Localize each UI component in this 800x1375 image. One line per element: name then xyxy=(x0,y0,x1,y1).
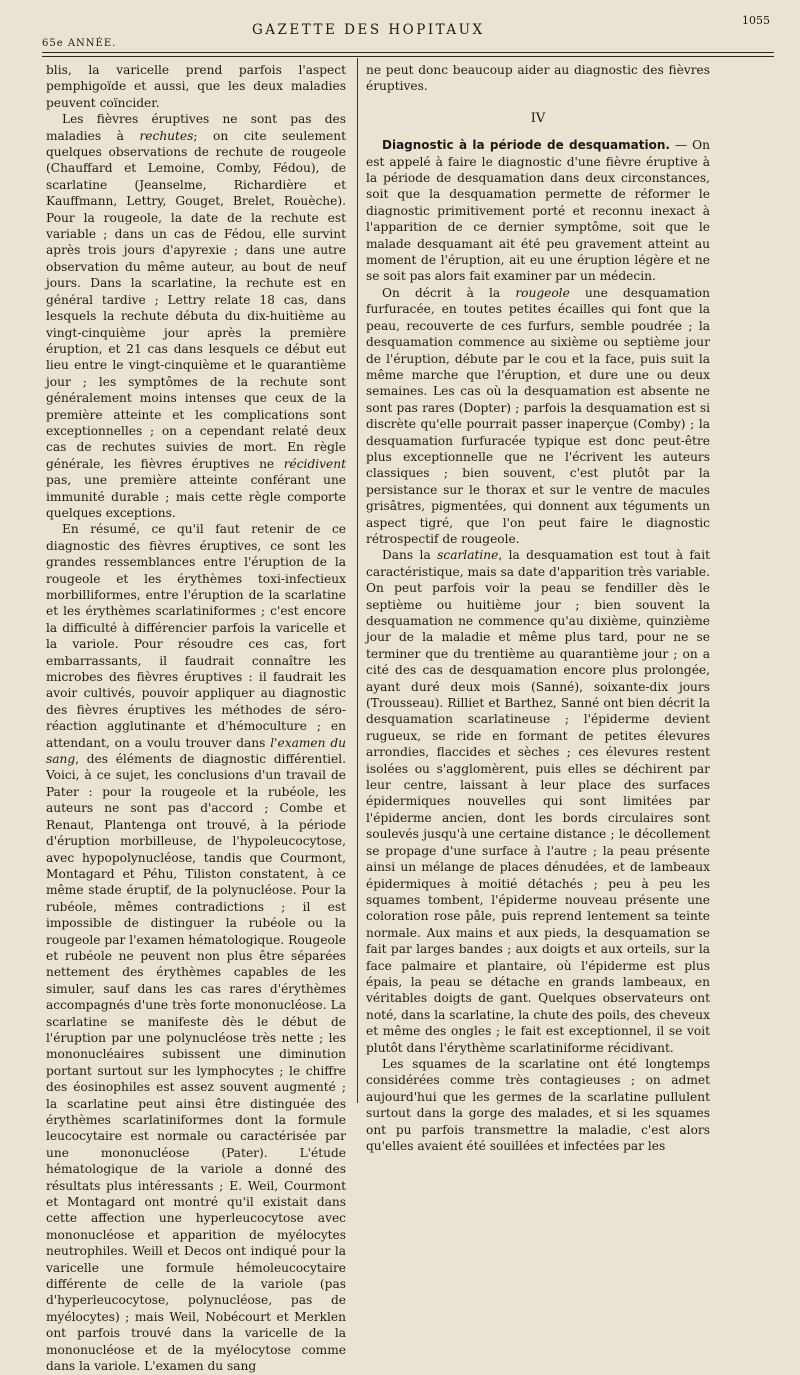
right-paragraph-1: ne peut donc beaucoup aider au diagnostic des fièvres éruptives. xyxy=(366,63,710,94)
emphasis-rechutes: rechutes xyxy=(139,128,194,143)
header-rule-bottom xyxy=(42,56,774,57)
right-paragraph-4: Dans la scarlatine, la desquamation est tout à fait caractéristique, mais sa date d'apparition très variable. On peut parfois voir la peau se fendiller dès le septième ou huitième jour ; bien souvent la desquamation ne commence qu'au dixième, quinzième jour de la maladie et même plus tard, pour ne se terminer que du trentième au quarantième jour ; on a cité des cas de desquamation encore plus prolongée, ayant duré deux mois (Sanné), soixante-dix jours (Trousseau). Rilliet et Barthez, Sanné ont bien décrit la desquamation scarlatineuse ; l'épiderme devient rugueux, se ride en formant de petites élevures arrondies, flaccides et sèches ; ces élevures restent isolées ou s'agglomèrent, puis elles se déchirent par leur centre, laissant à leur place des surfaces épidermiques nouvelles qui sont limitées par l'épiderme ancien, dont les bords circulaires sont soulevés jusqu'à une certaine distance ; le décollement se propage d'une surface à l'autre ; la peau présente ainsi un mélange de places dénudées, et de lambeaux épidermiques à moitié détachés ; peu à peu les squames tombent, l'épiderme nouveau présente une coloration rose pâle, puis reprend lentement sa teinte normale. Aux mains et aux pieds, la desquamation se fait par larges bandes ; aux doigts et aux orteils, sur la face palmaire et plantaire, où l'épiderme est plus épais, la peau se détache en grands lambeaux, en véritables doigts de gant. Quelques observateurs ont noté, dans la scarlatine, la chute des poils, des cheveux et même des ongles ; le fait est exceptionnel, il se voit plutôt dans l'érythème scarlatiniforme récidivant. xyxy=(366,548,710,1055)
column-divider xyxy=(357,58,358,1103)
page-number: 1055 xyxy=(742,14,770,27)
year-label: 65e ANNÉE. xyxy=(42,38,117,49)
left-paragraph-3: En résumé, ce qu'il faut retenir de ce diagnostic des fièvres éruptives, ce sont les grandes ressemblances entre l'éruption de la rougeole et les érythèmes toxi-infectieux morbilliformes, entre l'éruption de la scarlatine et les érythèmes scarlatiniformes ; c'est encore la difficulté à différencier parfois la varicelle et la variole. Pour résoudre ces cas, fort embarrassants, il faudrait connaître les microbes des fièvres éruptives : il faudrait les avoir cultivés, pouvoir appliquer au diagnostic des fièvres éruptives les méthodes de séro-réaction agglutinante et d'hémoculture ; en attendant, on a voulu trouver dans l'examen du sang, des éléments de diagnostic différentiel. Voici, à ce sujet, les conclusions d'un travail de Pater : pour la rougeole et la rubéole, les auteurs ne sont pas d'accord ; Combe et Renaut, Plantenga ont trouvé, à la période d'éruption morbilleuse, de l'hypoleucocytose, avec hypopolynucléose, tandis que Courmont, Montagard et Péhu, Tiliston constatent, à ce même stade éruptif, de la polynucléose. Pour la rubéole, mêmes contradictions ; il est impossible de distinguer la rubéole ou la rougeole par l'examen hématologique. Rougeole et rubéole ne peuvent non plus être séparées nettement des érythèmes capables de les simuler, sauf dans les cas rares d'érythèmes accompagnés d'une très forte mononucléose. La scarlatine se manifeste dès le début de l'éruption par une polynucléose très nette ; les mononucléaires subissent une diminution portant surtout sur les lymphocytes ; le chiffre des éosinophiles est assez souvent augmenté ; la scarlatine peut ainsi être distinguée des érythèmes scarlatiniformes dont la formule leucocytaire est normale ou caractérisée par une mononucléose (Pater). L'étude hématologique de la variole a donné des résultats plus intéressants ; E. Weil, Courmont et Montagard ont montré qu'il existait dans cette affection une hyperleucocytose avec mononucléose et apparition de myélocytes neutrophiles. Weill et Decos ont indiqué pour la varicelle une formule hémoleucocytaire différente de celle de la variole (pas d'hyperleucocytose, polynucléose, pas de myélocytes) ; mais Weil, Nobécourt et Merklen ont parfois trouvé dans la varicelle de la mononucléose et de la myélocytose comme dans la variole. L'examen du sang xyxy=(46,522,346,1374)
right-paragraph-2: Diagnostic à la période de desquamation. — On est appelé à faire le diagnostic d'une fièvre éruptive à la période de desquamation dans deux circonstances, soit que la desquamation permette de réformer le diagnostic primitivement porté et reconnu inexact à l'apparition de ce dernier symptôme, soit que le malade desquamant ait été peu gravement atteint au moment de l'éruption, ait eu une éruption légère et ne se soit pas alors fait examiner par un médecin. xyxy=(366,138,710,284)
left-paragraph-1: blis, la varicelle prend parfois l'aspect pemphigoïde et aussi, que les deux maladies peuvent coïncider. xyxy=(46,63,346,110)
section-subheading: Diagnostic à la période de desquamation. xyxy=(382,138,670,153)
right-column xyxy=(366,62,710,1154)
journal-title: GAZETTE DES HOPITAUX xyxy=(252,22,485,38)
left-column xyxy=(46,62,346,1375)
emphasis-recidivent: récidivent xyxy=(283,456,346,471)
emphasis-examen-du-sang: l'examen du sang xyxy=(46,735,346,767)
right-paragraph-3: On décrit à la rougeole une desquamation furfuracée, en toutes petites écailles qui font que la peau, recouverte de ces furfurs, semble poudrée ; la desquamation commence au sixième ou septième jour de l'éruption, débute par le cou et la face, puis suit la même marche que l'éruption, et dure une ou deux semaines. Les cas où la desquamation est absente ne sont pas rares (Dopter) ; parfois la desquamation est si discrète qu'elle pourrait passer inaperçue (Comby) ; la desquamation furfuracée typique est donc peut-être plus exceptionnelle que ne l'écrivent les auteurs classiques ; bien souvent, c'est plutôt par la persistance sur le thorax et sur le ventre de macules grisâtres, pigmentées, qui donnent aux téguments un aspect tigré, que l'on peut faire le diagnostic rétrospectif de rougeole. xyxy=(366,285,710,546)
header-rule-top xyxy=(42,52,774,53)
emphasis-scarlatine: scarlatine xyxy=(437,548,499,563)
left-paragraph-2: Les fièvres éruptives ne sont pas des maladies à rechutes; on cite seulement quelques observations de rechute de rougeole (Chauffard et Lemoine, Comby, Fédou), de scarlatine (Jeanselme, Richardière et Kauffmann, Lettry, Gouget, Brelet, Rouèche). Pour la rougeole, la date de la rechute est variable ; dans un cas de Fédou, elle survint après trois jours d'apyrexie ; dans une autre observation du même auteur, au bout de neuf jours. Dans la scarlatine, la rechute est en général tardive ; Lettry relate 18 cas, dans lesquels la rechute débuta du dix-huitième au vingt-cinquième jour après la première éruption, et 21 cas dans lesquels ce début eut lieu entre le vingt-cinquième et le quarantième jour ; les symptômes de la rechute sont généralement moins intenses que ceux de la première atteinte et les complications sont exceptionnelles ; on a cependant relaté deux cas de rechutes suivies de mort. En règle générale, les fièvres éruptives ne récidivent pas, une première atteinte conférant une immunité durable ; mais cette règle comporte quelques exceptions. xyxy=(46,112,346,520)
emphasis-rougeole: rougeole xyxy=(515,285,570,300)
right-paragraph-5: Les squames de la scarlatine ont été longtemps considérées comme très contagieuses ; on admet aujourd'hui que les germes de la scarlatine pullulent surtout dans la gorge des malades, et si les squames ont pu parfois transmettre la maladie, c'est alors qu'elles avaient été souillées et infectées par les xyxy=(366,1056,710,1153)
section-number: IV xyxy=(530,110,546,126)
